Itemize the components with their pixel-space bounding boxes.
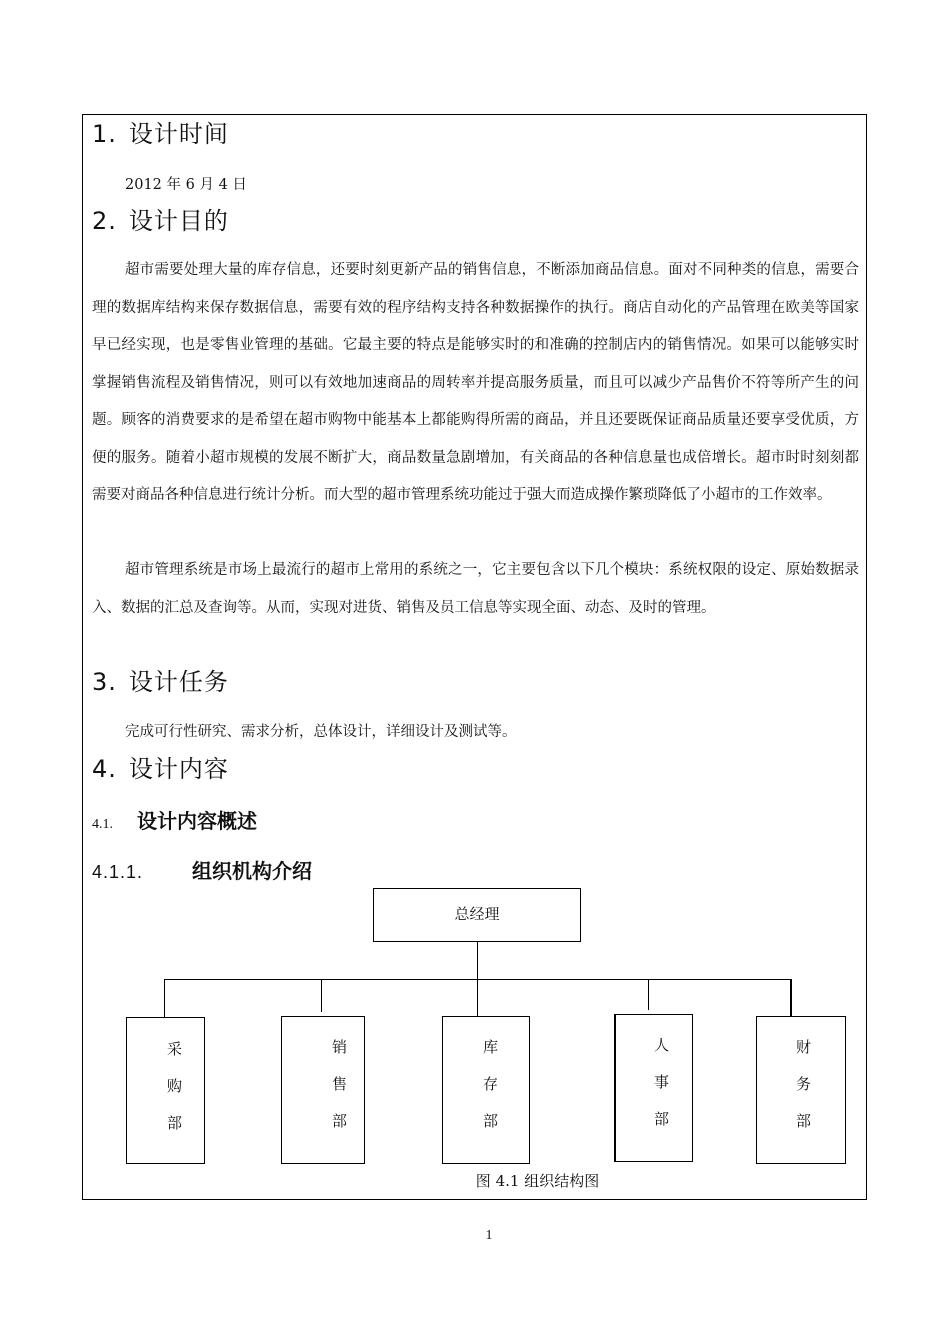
- section-heading-3: [92, 667, 229, 697]
- dept-char: 销: [332, 1038, 348, 1056]
- org-dept-label: [483, 1029, 498, 1140]
- org-dept-box-purchasing: [126, 1017, 205, 1164]
- org-root-label: 总经理: [454, 905, 500, 923]
- dept-char: 购: [167, 1077, 183, 1095]
- task-text: 完成可行性研究、需求分析，总体设计，详细设计及测试等。: [125, 724, 517, 740]
- org-dept-label: [654, 1027, 669, 1138]
- dept-char: 部: [654, 1110, 670, 1128]
- dept-char: 库: [483, 1038, 499, 1056]
- org-dept-label: [796, 1029, 811, 1140]
- section-heading-2: [92, 206, 229, 236]
- section-title: 设计内容: [128, 755, 229, 783]
- connector-line: [321, 979, 322, 1012]
- org-dept-label: [167, 1031, 182, 1142]
- connector-line: [477, 979, 478, 1016]
- dept-char: 务: [796, 1075, 812, 1093]
- subsection-number: 4.1.: [92, 817, 113, 832]
- dept-char: 人: [654, 1036, 670, 1054]
- page-number: 1: [485, 1228, 493, 1243]
- section-number: 1.: [92, 120, 117, 148]
- subsection-heading-4-1: [92, 808, 257, 838]
- section-heading-4: [92, 754, 229, 784]
- connector-line: [164, 979, 792, 980]
- purpose-paragraph-1: 超市需要处理大量的库存信息，还要时刻更新产品的销售信息，不断添加商品信息。面对不同种类的信息，需要合理的数据库结构来保存数据信息，需要有效的程序结构支持各种数据操作的执行。商店自动化的产品管理在欧美等国家早已经实现，也是零售业管理的基础。它最主要的特点是能够实时的和准确的控制店内的销售情况。如果可以能够实时掌握销售流程及销售情况，则可以有效地加速商品的周转率并提高服务质量，而且可以减少产品售价不符等所产生的问题。顾客的消费要求的是希望在超市购物中能基本上都能购得所需的商品，并且还要既保证商品质量还要享受优质，方便的服务。随着小超市规模的发展不断扩大，商品数量急剧增加，有关商品的各种信息量也成倍增长。超市时时刻刻都需要对商品各种信息进行统计分析。而大型的超市管理系统功能过于强大而造成操作繁琐降低了小超市的工作效率。: [92, 262, 859, 503]
- dept-char: 事: [654, 1073, 670, 1091]
- subsection-heading-4-1-1: [92, 858, 312, 886]
- dept-char: 财: [796, 1038, 812, 1056]
- section-title: 设计目的: [128, 207, 229, 235]
- connector-line: [648, 979, 649, 1010]
- dept-char: 采: [167, 1040, 183, 1058]
- design-date: 2012 年 6 月 4 日: [125, 177, 247, 193]
- section-title: 设计时间: [128, 120, 229, 148]
- org-root-box: [373, 888, 581, 942]
- section-number: 3.: [92, 668, 117, 696]
- dept-char: 部: [167, 1114, 183, 1132]
- dept-char: 部: [483, 1112, 499, 1130]
- subsection-number: 4.1.1.: [92, 862, 144, 882]
- section-number: 4.: [92, 755, 117, 783]
- org-dept-box-sales: [281, 1016, 365, 1164]
- subsection-title: 组织机构介绍: [192, 859, 312, 883]
- figure-caption: 图 4.1 组织结构图: [475, 1172, 600, 1190]
- subsection-title: 设计内容概述: [137, 809, 257, 833]
- dept-char: 售: [332, 1075, 348, 1093]
- connector-line: [790, 979, 792, 1016]
- dept-char: 部: [796, 1112, 812, 1130]
- section-number: 2.: [92, 207, 117, 235]
- section-heading-1: [92, 119, 229, 149]
- connector-line: [477, 942, 478, 979]
- purpose-paragraph-2: 超市管理系统是市场上最流行的超市上常用的系统之一，它主要包含以下几个模块：系统权限的设定、原始数据录入、数据的汇总及查询等。从而，实现对进货、销售及员工信息等实现全面、动态、及时的管理。: [92, 562, 859, 616]
- org-dept-label: [332, 1029, 347, 1140]
- section-title: 设计任务: [128, 668, 229, 696]
- dept-char: 存: [483, 1075, 499, 1093]
- dept-char: 部: [332, 1112, 348, 1130]
- connector-line: [164, 979, 165, 1017]
